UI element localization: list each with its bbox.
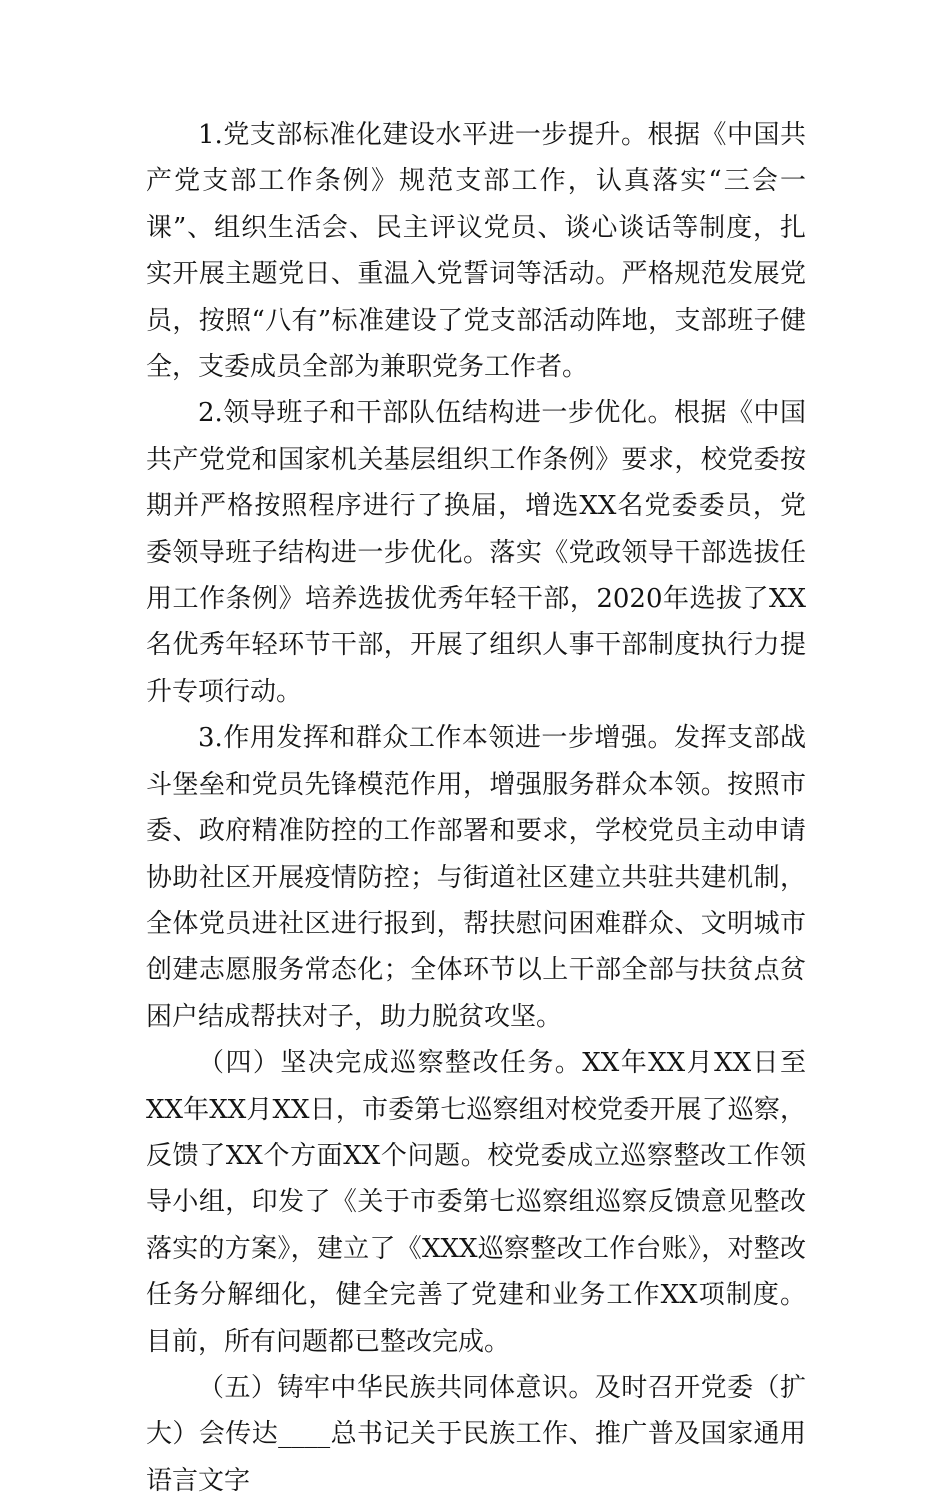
document-body [146, 112, 806, 1504]
paragraph-inspection-rectification: （四）坚决完成巡察整改任务。XX年XX月XX日至XX年XX月XX日，市委第七巡察组对校党委开展了巡察，反馈了XX个方面XX个问题。校党委成立巡察整改工作领导小组，印发了《关于市委第七巡察组巡察反馈意见整改落实的方案》，建立了《XXX巡察整改工作台账》，对整改任务分解细化，健全完善了党建和业务工作XX项制度。目前，所有问题都已整改完成。 [146, 1048, 806, 1357]
paragraph-party-branch-standardization: 1.党支部标准化建设水平进一步提升。根据《中国共产党支部工作条例》规范支部工作，认真落实“三会一课”、组织生活会、民主评议党员、谈心谈话等制度，扎实开展主题党日、重温入党誓词等活动。严格规范发展党员，按照“八有”标准建设了党支部活动阵地，支部班子健全，支委成员全部为兼职党务工作者。 [146, 120, 806, 383]
paragraph-mass-work-ability: 3.作用发挥和群众工作本领进一步增强。发挥支部战斗堡垒和党员先锋模范作用，增强服务群众本领。按照市委、政府精准防控的工作部署和要求，学校党员主动申请协助社区开展疫情防控；与街道社区建立共驻共建机制，全体党员进社区进行报到，帮扶慰问困难群众、文明城市创建志愿服务常态化；全体环节以上干部全部与扶贫点贫困户结成帮扶对子，助力脱贫攻坚。 [146, 723, 806, 1032]
paragraph-leadership-team-optimization: 2.领导班子和干部队伍结构进一步优化。根据《中国共产党党和国家机关基层组织工作条例》要求，校党委按期并严格按照程序进行了换届，增选XX名党委委员，党委领导班子结构进一步优化。落实《党政领导干部选拔任用工作条例》培养选拔优秀年轻干部，2020年选拔了XX名优秀年轻环节干部，开展了组织人事干部制度执行力提升专项行动。 [146, 398, 806, 707]
paragraph-national-community-awareness: （五）铸牢中华民族共同体意识。及时召开党委（扩大）会传达____总书记关于民族工作、推广普及国家通用语言文字 [146, 1372, 806, 1496]
